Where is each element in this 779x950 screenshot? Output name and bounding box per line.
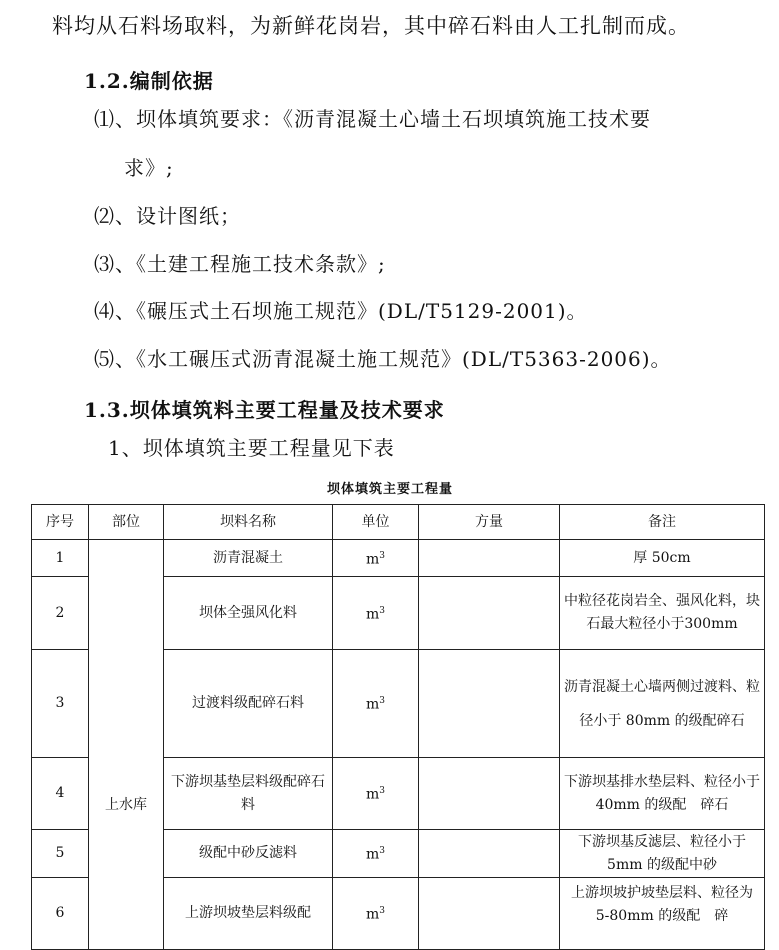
cell-quantity — [419, 540, 560, 577]
section-heading-1-3: 1.3.坝体填筑料主要工程量及技术要求 — [84, 398, 445, 422]
header-cell-location: 部位 — [89, 505, 164, 540]
basis-item-4: ⑷、《碾压式土石坝施工规范》(DL/T5129-2001)。 — [94, 299, 588, 323]
cell-quantity — [419, 878, 560, 950]
header-cell-remarks: 备注 — [560, 505, 765, 540]
cell-remarks: 上游坝坡护坡垫层料、粒径为 5-80mm 的级配 碎 — [560, 878, 765, 950]
cell-no: 4 — [32, 758, 89, 830]
header-cell-material: 坝料名称 — [164, 505, 333, 540]
basis-item-1-continued: 求》; — [124, 156, 174, 180]
basis-item-2: ⑵、设计图纸； — [94, 204, 241, 228]
unit-base: m — [365, 786, 380, 803]
cell-quantity — [419, 577, 560, 650]
unit-exponent: 3 — [379, 550, 385, 561]
cell-no: 3 — [32, 650, 89, 758]
unit-exponent: 3 — [379, 786, 385, 797]
unit-base: m — [365, 696, 380, 713]
section-heading-1-2: 1.2.编制依据 — [84, 69, 214, 93]
cell-quantity — [419, 758, 560, 830]
basis-item-5: ⑸、《水工碾压式沥青混凝土施工规范》(DL/T5363-2006)。 — [94, 347, 672, 371]
header-cell-no: 序号 — [32, 505, 89, 540]
header-cell-unit: 单位 — [333, 505, 419, 540]
basis-item-3: ⑶、《土建工程施工技术条款》; — [94, 252, 386, 276]
cell-unit — [333, 577, 419, 650]
table-intro-line: 1、坝体填筑主要工程量见下表 — [108, 436, 395, 460]
unit-base: m — [365, 551, 380, 568]
cell-material: 上游坝坡垫层料级配 — [164, 878, 333, 950]
table-row — [32, 540, 765, 577]
quantities-table — [31, 504, 765, 950]
cell-no: 2 — [32, 577, 89, 650]
cell-material: 级配中砂反滤料 — [164, 830, 333, 878]
basis-item-1: ⑴、坝体填筑要求：《沥青混凝土心墙土石坝填筑施工技术要 — [94, 107, 651, 131]
unit-exponent: 3 — [379, 906, 385, 917]
cell-no: 5 — [32, 830, 89, 878]
cell-remarks: 下游坝基反滤层、粒径小于 5mm 的级配中砂 — [560, 830, 765, 878]
unit-exponent: 3 — [379, 846, 385, 857]
cell-unit — [333, 650, 419, 758]
cell-remarks: 沥青混凝土心墙两侧过渡料、粒径小于 80mm 的级配碎石 — [560, 650, 765, 758]
cell-material: 坝体全强风化料 — [164, 577, 333, 650]
cell-material: 沥青混凝土 — [164, 540, 333, 577]
cell-no: 6 — [32, 878, 89, 950]
unit-base: m — [365, 906, 380, 923]
cell-quantity — [419, 830, 560, 878]
header-cell-quantity: 方量 — [419, 505, 560, 540]
cell-quantity — [419, 650, 560, 758]
table-header-row — [32, 505, 765, 540]
cell-material: 下游坝基垫层料级配碎石料 — [164, 758, 333, 830]
unit-base: m — [365, 606, 380, 623]
unit-base: m — [365, 846, 380, 863]
unit-exponent: 3 — [379, 605, 385, 616]
cell-unit — [333, 758, 419, 830]
cell-location: 上水库 — [89, 540, 164, 950]
table-caption: 坝体填筑主要工程量 — [327, 482, 454, 497]
cell-remarks: 中粒径花岗岩全、强风化料，块石最大粒径小于300mm — [560, 577, 765, 650]
cell-remarks: 下游坝基排水垫层料、粒径小于 40mm 的级配 碎石 — [560, 758, 765, 830]
cell-unit — [333, 878, 419, 950]
cell-no: 1 — [32, 540, 89, 577]
cell-material: 过渡料级配碎石料 — [164, 650, 333, 758]
intro-paragraph-line: 料均从石料场取料，为新鲜花岗岩，其中碎石料由人工扎制而成。 — [52, 14, 690, 38]
cell-remarks: 厚 50cm — [560, 540, 765, 577]
cell-unit — [333, 830, 419, 878]
cell-unit — [333, 540, 419, 577]
unit-exponent: 3 — [379, 696, 385, 707]
